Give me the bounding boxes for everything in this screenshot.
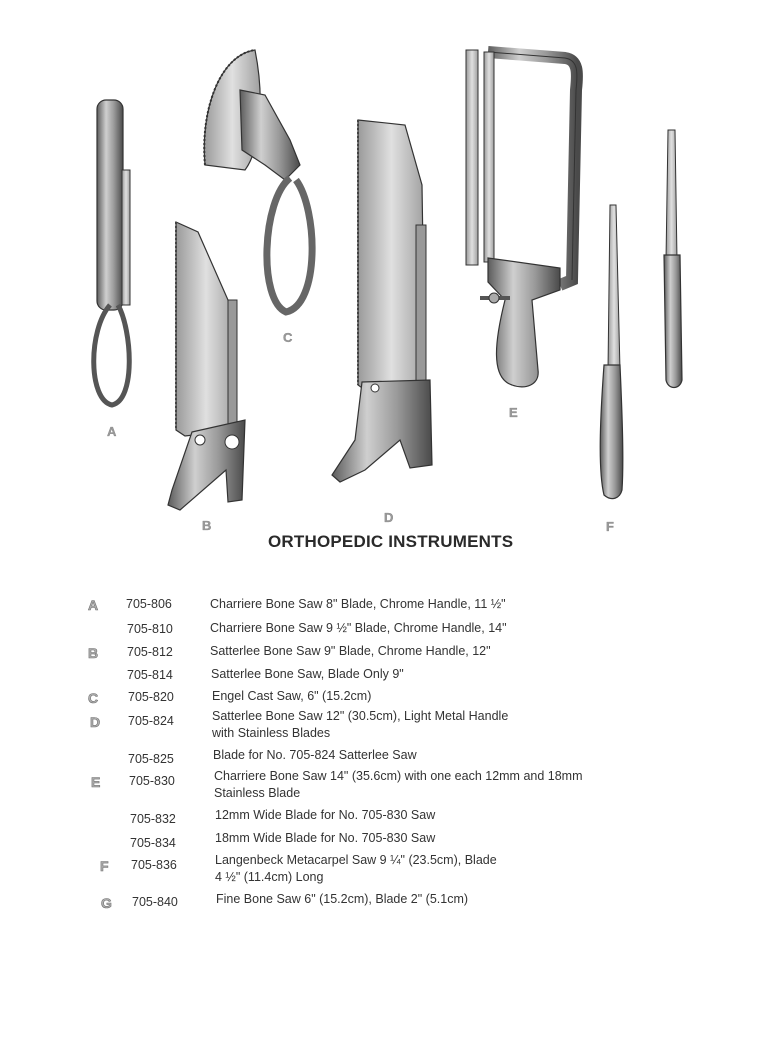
item-description-continued: Stainless Blade	[214, 786, 301, 800]
item-code: 705-830	[129, 774, 175, 788]
saw-b-illustration	[168, 222, 245, 510]
item-description: 18mm Wide Blade for No. 705-830 Saw	[215, 831, 436, 845]
item-code: 705-834	[130, 836, 176, 850]
item-description-continued: 4 ½" (11.4cm) Long	[215, 870, 324, 884]
item-letter: B	[88, 645, 99, 661]
item-description: Satterlee Bone Saw 12" (30.5cm), Light Metal Handle	[212, 709, 509, 723]
item-code: 705-812	[127, 645, 173, 659]
item-letter: E	[91, 774, 101, 790]
figure-label-f: F	[606, 519, 614, 534]
saw-a-illustration	[94, 100, 130, 405]
saw-c-illustration	[204, 50, 312, 312]
saw-f-illustration	[600, 205, 623, 499]
page-title: ORTHOPEDIC INSTRUMENTS	[268, 532, 514, 551]
figure-label-d: D	[384, 510, 394, 525]
item-description: Fine Bone Saw 6" (15.2cm), Blade 2" (5.1cm)	[216, 892, 469, 906]
item-code: 705-810	[127, 622, 173, 636]
item-letter: A	[88, 597, 99, 613]
item-code: 705-832	[130, 812, 176, 826]
item-code: 705-840	[132, 895, 178, 909]
item-code: 705-824	[128, 714, 174, 728]
figure-label-e: E	[509, 405, 518, 420]
figure-label-c: C	[283, 330, 293, 345]
item-letter: F	[100, 858, 109, 874]
item-description: Charriere Bone Saw 14" (35.6cm) with one each 12mm and 18mm	[214, 769, 583, 783]
item-code: 705-820	[128, 690, 174, 704]
item-description: Engel Cast Saw, 6" (15.2cm)	[212, 689, 372, 703]
item-code: 705-836	[131, 858, 177, 872]
saw-d-illustration	[332, 120, 432, 482]
figure-label-b: B	[202, 518, 212, 533]
saw-g-illustration	[664, 130, 682, 388]
item-description: Satterlee Bone Saw 9" Blade, Chrome Handle, 12"	[210, 644, 491, 658]
item-letter: C	[88, 690, 99, 706]
item-description: Charriere Bone Saw 9 ½" Blade, Chrome Handle, 14"	[210, 621, 507, 635]
item-code: 705-806	[126, 597, 172, 611]
item-code: 705-825	[128, 752, 174, 766]
item-description: Satterlee Bone Saw, Blade Only 9"	[211, 667, 404, 681]
item-description-continued: with Stainless Blades	[212, 726, 331, 740]
item-description: Langenbeck Metacarpel Saw 9 ¼" (23.5cm), Blade	[215, 853, 497, 867]
item-description: 12mm Wide Blade for No. 705-830 Saw	[215, 808, 436, 822]
item-letter: D	[90, 714, 101, 730]
saw-e-illustration	[466, 50, 577, 387]
item-description: Blade for No. 705-824 Satterlee Saw	[213, 748, 417, 762]
item-letter: G	[101, 895, 112, 911]
item-description: Charriere Bone Saw 8" Blade, Chrome Handle, 11 ½"	[210, 597, 506, 611]
item-code: 705-814	[127, 668, 173, 682]
figure-label-a: A	[107, 424, 117, 439]
